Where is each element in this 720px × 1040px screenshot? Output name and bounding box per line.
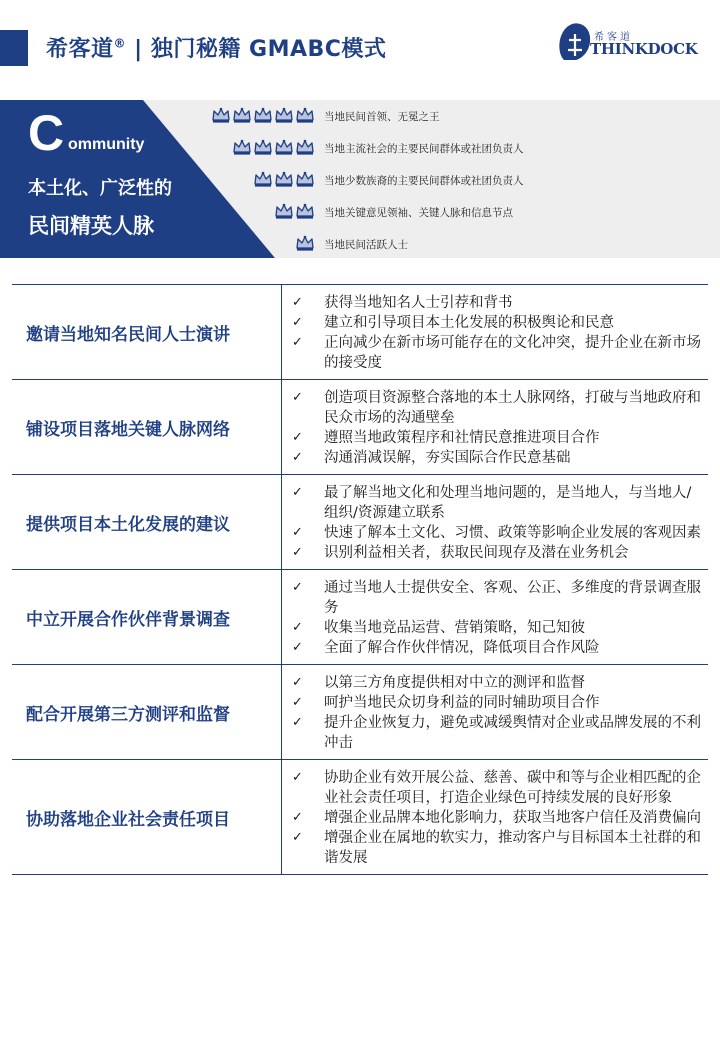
crown-rating	[211, 106, 315, 124]
table-row	[12, 380, 708, 475]
list-item	[290, 388, 704, 428]
item-text: 以第三方角度提供相对中立的测评和监督	[324, 675, 585, 691]
crown-icon	[274, 106, 294, 124]
check-icon: ✓	[292, 525, 303, 540]
check-icon: ✓	[292, 315, 303, 330]
crown-icon	[295, 138, 315, 156]
list-item	[290, 693, 704, 713]
check-icon: ✓	[292, 580, 303, 595]
row-title: 协助落地企业社会责任项目	[12, 760, 282, 874]
item-text: 遵照当地政策程序和社情民意推进项目合作	[324, 430, 600, 446]
check-icon: ✓	[292, 675, 303, 690]
check-icon: ✓	[292, 390, 303, 405]
registered-mark: ®	[113, 36, 127, 51]
item-text: 获得当地知名人士引荐和背书	[324, 295, 513, 311]
community-tier	[0, 170, 720, 190]
check-icon: ✓	[292, 430, 303, 445]
list-item	[290, 428, 704, 448]
row-title: 配合开展第三方测评和监督	[12, 665, 282, 759]
check-icon: ✓	[292, 810, 303, 825]
list-item	[290, 333, 704, 373]
check-icon: ✓	[292, 695, 303, 710]
crown-icon	[295, 234, 315, 252]
crown-icon	[232, 106, 252, 124]
check-icon: ✓	[292, 485, 303, 500]
title-rest: | 独门秘籍 GMABC模式	[126, 37, 387, 62]
crown-icon	[253, 138, 273, 156]
check-icon: ✓	[292, 450, 303, 465]
logo-english-text: THINKDOCK	[590, 40, 698, 58]
list-item	[290, 713, 704, 753]
item-text: 通过当地人士提供安全、客观、公正、多维度的背景调查服务	[324, 580, 701, 616]
crown-icon	[232, 138, 252, 156]
brand-name: 希客道	[46, 37, 114, 62]
item-text: 收集当地竞品运营、营销策略，知己知彼	[324, 620, 585, 636]
tier-label: 当地关键意见领袖、关键人脉和信息节点	[324, 207, 513, 219]
item-text: 正向减少在新市场可能存在的文化冲突，提升企业在新市场的接受度	[324, 335, 701, 371]
list-item	[290, 483, 704, 523]
crown-rating	[295, 234, 315, 252]
list-item	[290, 293, 704, 313]
crown-icon	[295, 106, 315, 124]
list-item	[290, 768, 704, 808]
community-headline: 民间精英人脉	[28, 214, 154, 238]
crown-icon	[295, 202, 315, 220]
table-row	[12, 760, 708, 875]
row-body	[282, 570, 708, 664]
check-icon: ✓	[292, 620, 303, 635]
crown-icon	[211, 106, 231, 124]
row-body	[282, 760, 708, 874]
check-icon: ✓	[292, 770, 303, 785]
community-tier	[0, 138, 720, 158]
crown-rating	[232, 138, 315, 156]
table-row	[12, 570, 708, 665]
logo-mark-icon	[556, 20, 594, 62]
page-title	[46, 32, 386, 63]
community-initial: C	[28, 105, 65, 161]
row-body	[282, 380, 708, 474]
community-tier	[0, 202, 720, 222]
community-tier	[0, 234, 720, 254]
table-row	[12, 285, 708, 380]
table-row	[12, 665, 708, 760]
table-row	[12, 475, 708, 570]
crown-icon	[295, 170, 315, 188]
item-text: 提升企业恢复力，避免或减缓舆情对企业或品牌发展的不利冲击	[324, 715, 701, 751]
community-tier	[0, 106, 720, 126]
row-body	[282, 285, 708, 379]
row-title: 中立开展合作伙伴背景调查	[12, 570, 282, 664]
list-item	[290, 618, 704, 638]
item-text: 识别利益相关者，获取民间现存及潜在业务机会	[324, 545, 629, 561]
check-icon: ✓	[292, 545, 303, 560]
list-item	[290, 828, 704, 868]
crown-rating	[253, 170, 315, 188]
logo-chinese-text: 希客道	[594, 32, 633, 43]
crown-icon	[253, 170, 273, 188]
tier-label: 当地民间首领、无冕之王	[324, 111, 440, 123]
tier-label: 当地少数族裔的主要民间群体或社团负责人	[324, 175, 524, 187]
row-title: 提供项目本土化发展的建议	[12, 475, 282, 569]
row-body	[282, 475, 708, 569]
list-item	[290, 523, 704, 543]
crown-rating	[274, 202, 315, 220]
list-item	[290, 578, 704, 618]
item-text: 呵护当地民众切身利益的同时辅助项目合作	[324, 695, 600, 711]
list-item	[290, 673, 704, 693]
check-icon: ✓	[292, 295, 303, 310]
item-text: 建立和引导项目本土化发展的积极舆论和民意	[324, 315, 614, 331]
crown-icon	[253, 106, 273, 124]
check-icon: ✓	[292, 830, 303, 845]
list-item	[290, 313, 704, 333]
item-text: 全面了解合作伙伴情况，降低项目合作风险	[324, 640, 600, 656]
row-title: 铺设项目落地关键人脉网络	[12, 380, 282, 474]
check-icon: ✓	[292, 715, 303, 730]
community-subtitle: 本土化、广泛性的	[28, 178, 172, 199]
list-item	[290, 638, 704, 658]
item-text: 沟通消减误解，夯实国际合作民意基础	[324, 450, 571, 466]
check-icon: ✓	[292, 335, 303, 350]
item-text: 增强企业在属地的软实力，推动客户与目标国本土社群的和谐发展	[324, 830, 701, 866]
community-word: ommunity	[68, 136, 145, 153]
item-text: 最了解当地文化和处理当地问题的，是当地人，与当地人/组织/资源建立联系	[324, 485, 692, 521]
row-body	[282, 665, 708, 759]
item-text: 协助企业有效开展公益、慈善、碳中和等与企业相匹配的企业社会责任项目，打造企业绿色可持续发展的良好形象	[324, 770, 701, 806]
item-text: 增强企业品牌本地化影响力，获取当地客户信任及消费偏向	[324, 810, 701, 826]
crown-icon	[274, 170, 294, 188]
thinkdock-logo	[556, 18, 706, 68]
row-title: 邀请当地知名民间人士演讲	[12, 285, 282, 379]
list-item	[290, 808, 704, 828]
item-text: 创造项目资源整合落地的本土人脉网络，打破与当地政府和民众市场的沟通壁垒	[324, 390, 701, 426]
list-item	[290, 543, 704, 563]
crown-icon	[274, 202, 294, 220]
item-text: 快速了解本土文化、习惯、政策等影响企业发展的客观因素	[324, 525, 701, 541]
tier-label: 当地主流社会的主要民间群体或社团负责人	[324, 143, 524, 155]
header-accent-bar	[0, 30, 28, 66]
list-item	[290, 448, 704, 468]
tier-label: 当地民间活跃人士	[324, 239, 408, 251]
service-table	[12, 284, 708, 875]
check-icon: ✓	[292, 640, 303, 655]
crown-icon	[274, 138, 294, 156]
